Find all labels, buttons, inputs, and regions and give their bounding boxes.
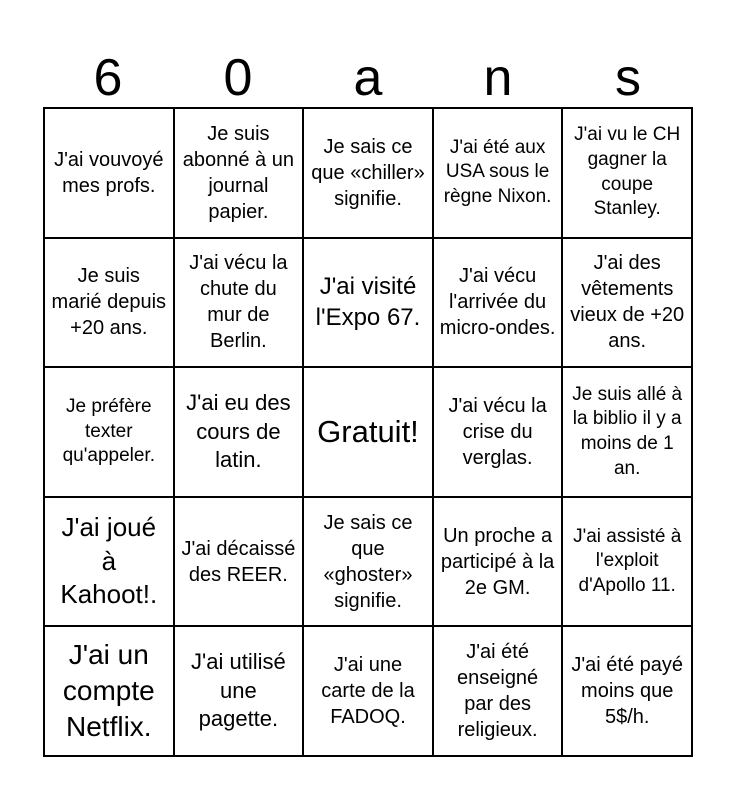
bingo-cell[interactable] (45, 627, 175, 757)
bingo-cell[interactable] (563, 239, 693, 369)
cell-text: J'ai été payé moins que 5$/h. (571, 654, 684, 729)
cell-text: J'ai des vêtements vieux de +20 ans. (570, 252, 685, 353)
bingo-cell[interactable] (434, 239, 564, 369)
bingo-cell[interactable] (175, 627, 305, 757)
header-letter-3: a (353, 49, 383, 107)
free-space-text: Gratuit! (317, 413, 419, 449)
bingo-cell[interactable] (175, 239, 305, 369)
cell-text: J'ai décaissé des REER. (181, 537, 296, 586)
cell-text: J'ai vécu la crise du verglas. (448, 394, 547, 469)
bingo-cell[interactable] (434, 627, 564, 757)
bingo-cell[interactable] (45, 498, 175, 628)
bingo-cell[interactable] (45, 109, 175, 239)
cell-text: J'ai été enseigné par des religieux. (457, 641, 539, 742)
cell-text: J'ai joué à Kahoot!. (60, 511, 158, 610)
bingo-cell[interactable] (45, 368, 175, 498)
cell-text: J'ai vécu la chute du mur de Berlin. (189, 252, 288, 353)
bingo-cell[interactable] (45, 239, 175, 369)
cell-text: Je sais ce que «ghoster» signifie. (323, 511, 413, 612)
cell-text: Je suis abonné à un journal papier. (182, 122, 294, 223)
cell-text: J'ai assisté à l'exploit d'Apollo 11. (573, 525, 682, 596)
cell-text: Un proche a participé à la 2e GM. (440, 524, 555, 599)
header-letter-1: 6 (93, 49, 123, 107)
header-letter-4: n (483, 49, 513, 107)
cell-text: J'ai été aux USA sous le règne Nixon. (443, 136, 552, 208)
bingo-cell[interactable] (304, 239, 434, 369)
cell-text: J'ai visité l'Expo 67. (315, 273, 421, 332)
cell-text: J'ai utilisé une pagette. (191, 649, 286, 732)
bingo-cell[interactable] (175, 498, 305, 628)
header-letter-5: s (615, 49, 641, 107)
cell-text: Je suis marié depuis +20 ans. (51, 265, 167, 340)
bingo-cell[interactable] (563, 627, 693, 757)
cell-text: J'ai une carte de la FADOQ. (321, 654, 415, 729)
bingo-cell[interactable] (563, 109, 693, 239)
bingo-cell[interactable] (175, 368, 305, 498)
cell-text: J'ai vécu l'arrivée du micro-ondes. (439, 265, 556, 340)
bingo-cell[interactable] (304, 498, 434, 628)
bingo-cell[interactable] (434, 498, 564, 628)
bingo-cell[interactable] (563, 498, 693, 628)
bingo-cell[interactable] (563, 368, 693, 498)
bingo-cell[interactable] (175, 109, 305, 239)
cell-text: Je préfère texter qu'appeler. (62, 395, 155, 467)
cell-text: Je suis allé à la biblio il y a moins de 1 an. (572, 383, 683, 479)
cell-text: J'ai vouvoyé mes profs. (54, 148, 164, 197)
cell-text: J'ai un compte Netflix. (62, 638, 155, 743)
bingo-cell[interactable] (434, 368, 564, 498)
cell-text: Je sais ce que «chiller» signifie. (311, 135, 425, 210)
free-space-cell[interactable] (304, 368, 434, 498)
bingo-header (43, 50, 693, 106)
cell-text: J'ai eu des cours de latin. (186, 390, 291, 473)
bingo-grid (43, 107, 693, 757)
bingo-cell[interactable] (434, 109, 564, 239)
header-letter-2: 0 (223, 49, 253, 107)
bingo-cell[interactable] (304, 109, 434, 239)
bingo-cell[interactable] (304, 627, 434, 757)
cell-text: J'ai vu le CH gagner la coupe Stanley. (574, 124, 681, 220)
